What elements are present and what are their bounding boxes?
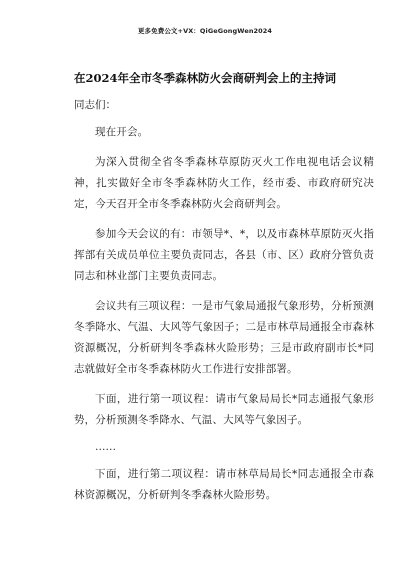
document-body: [74, 96, 374, 515]
paragraph-purpose: 为深入贯彻全省冬季森林草原防灭火工作电视电话会议精神，扎实做好全市冬季森林防火工作，经市委、市政府研究决定，今天召开全市冬季森林防火会商研判会。: [74, 156, 374, 210]
paragraph-agenda: 会议共有三项议程：一是市气象局通报气象形势，分析预测冬季降水、气温、大风等气象因子；二是市林草局通报全市森林资源概况，分析研判冬季森林火险形势；三是市政府副市长*同志就做好全市冬季森林防火工作进行安排部署。: [74, 300, 374, 375]
document-title: 在2024年全市冬季森林防火会商研判会上的主持词: [73, 71, 336, 85]
ellipsis: ……: [95, 441, 116, 453]
paragraph-item-one: 下面，进行第一项议程：请市气象局局长*同志通报气象形势，分析预测冬季降水、气温、大风等气象因子。: [74, 393, 374, 426]
header-note: 更多免费公文+VX：QiGeGongWen2024: [137, 27, 273, 35]
salutation: 同志们：: [74, 99, 116, 111]
paragraph-attendees: 参加今天会议的有：市领导*、*，以及市森林草原防灭火指挥部有关成员单位主要负责同志，各县（市、区）政府分管负责同志和林业部门主要负责同志。: [74, 228, 374, 282]
paragraph-opening: 现在开会。: [95, 126, 149, 138]
paragraph-item-two: 下面，进行第二项议程：请市林草局局长*同志通报全市森林资源概况，分析研判冬季森林火险形势。: [74, 468, 374, 501]
